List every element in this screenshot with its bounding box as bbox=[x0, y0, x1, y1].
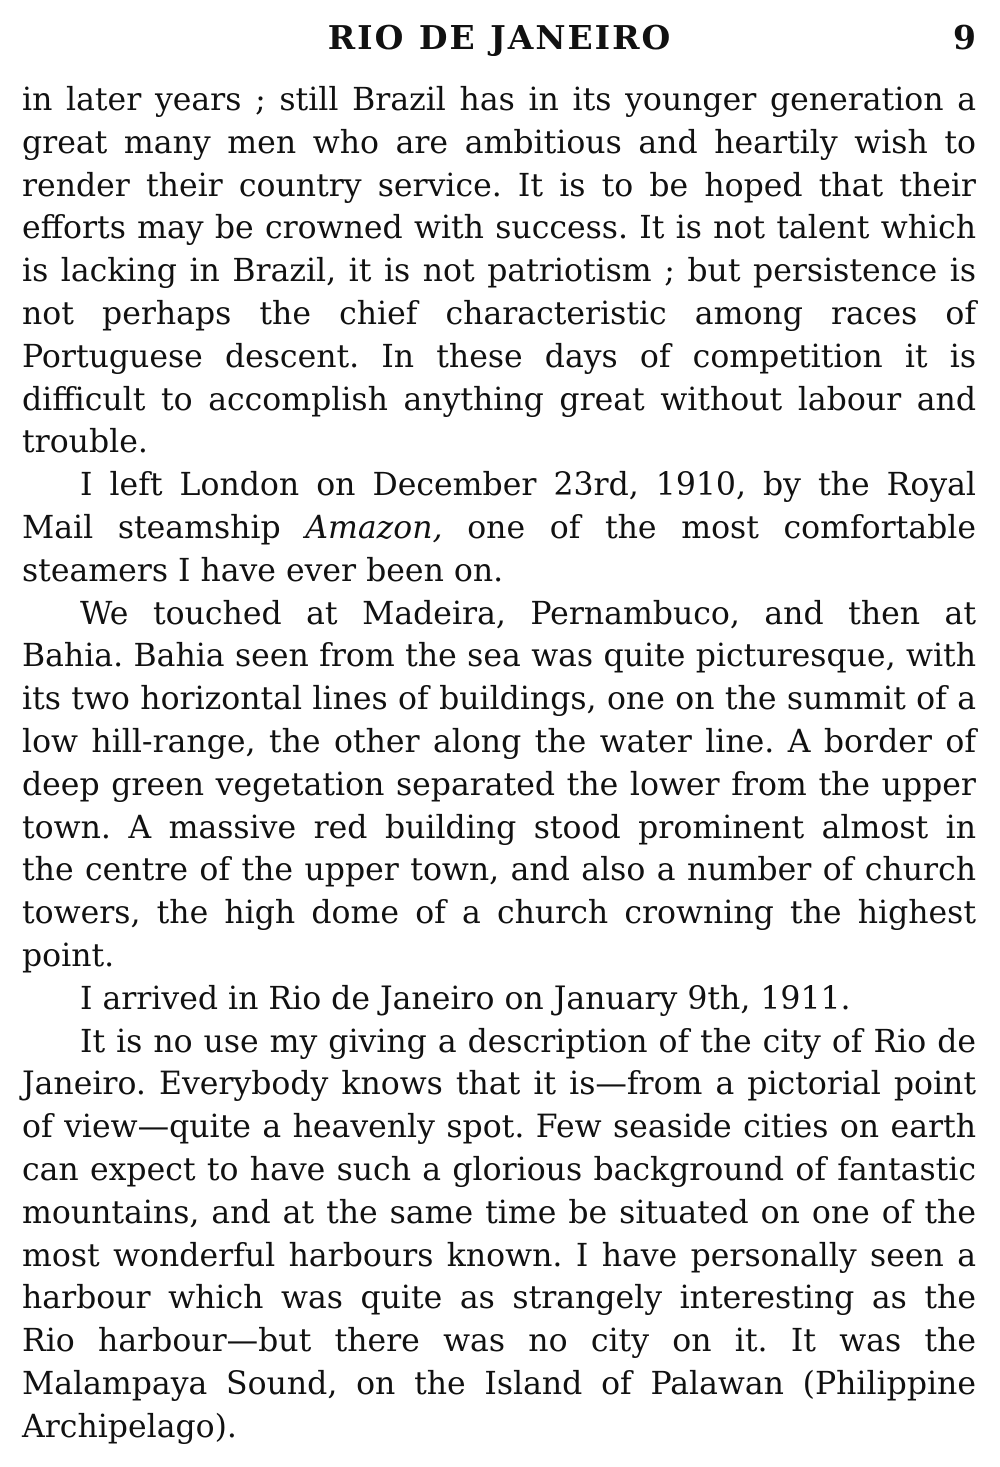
ship-name: Amazon, bbox=[305, 509, 443, 546]
paragraph-2-text-after: one of the most comfortable steamers I have ever been on. bbox=[22, 509, 976, 589]
page-number: 9 bbox=[953, 18, 976, 57]
paragraph-4: I arrived in Rio de Janeiro on January 9th, 1911. bbox=[80, 980, 851, 1017]
paragraph-2-text-before: I left London on December 23rd, 1910, by the Royal Mail steamship bbox=[22, 467, 976, 546]
paragraph-3: We touched at Madeira, Pernambuco, and then at Bahia. Bahia seen from the sea was quite picturesque, with its two horizontal lines of buildings, one on the summit of a low hill-range, the other along the water line. A border of deep green vegetation separated the lower from the upper town. A massive red building stood prominent almost in the centre of the upper town, and also a number of church towers, the high dome of a church crowning the highest point. bbox=[22, 595, 976, 974]
paragraph-2 bbox=[22, 464, 976, 592]
running-head: RIO DE JANEIRO bbox=[327, 18, 673, 57]
body-text bbox=[22, 79, 976, 1449]
paragraph-1: in later years ; still Brazil has in its younger generation a great many men who are ambitious and heartily wish to render their country service. It is to be hoped that their efforts may be crowned with success. It is not talent which is lacking in Brazil, it is not patriotism ; but persistence is not perhaps the chief characteristic among races of Portuguese descent. In these days of competition it is difficult to accomplish anything great without labour and trouble. bbox=[22, 82, 976, 461]
page-header bbox=[22, 14, 978, 64]
paragraph-5: It is no use my giving a description of the city of Rio de Janeiro. Everybody knows that it is—from a pictorial point of view—quite a heavenly spot. Few seaside cities on earth can expect to have such a glorious background of fantastic mountains, and at the same time be situated on one of the most wonderful harbours known. I have personally seen a harbour which was quite as strangely interesting as the Rio harbour—but there was no city on it. It was the Malampaya Sound, on the Island of Palawan (Philippine Archipelago). bbox=[22, 1023, 976, 1445]
